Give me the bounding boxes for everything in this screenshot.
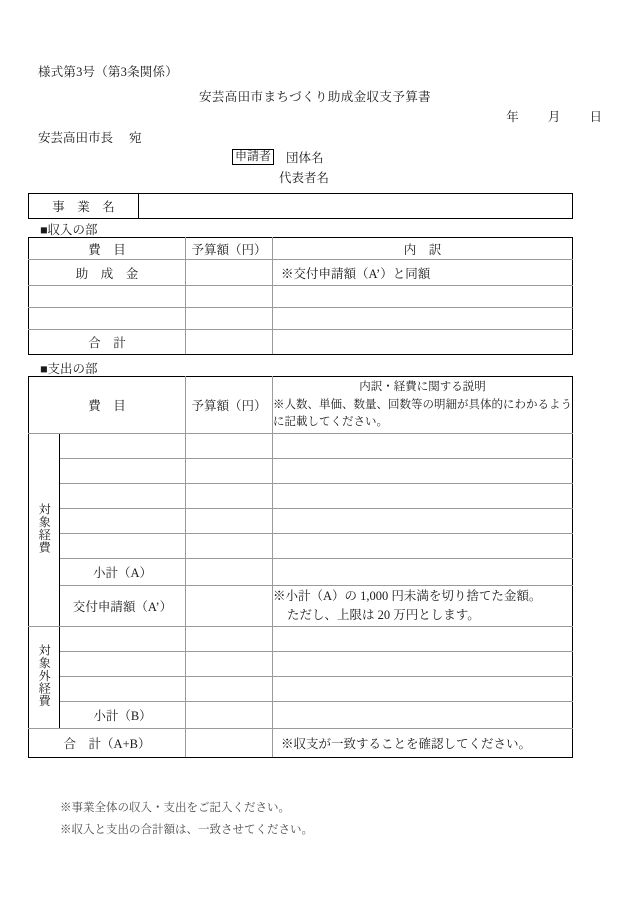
addressee-suffix: 宛: [129, 131, 142, 145]
target-item-0[interactable]: [60, 434, 186, 459]
date-year-label: 年: [506, 110, 519, 124]
target-detail-4[interactable]: [273, 534, 573, 559]
applicant-line: [232, 148, 324, 166]
income-col-detail: 内 訳: [273, 238, 573, 260]
table-row: [29, 586, 573, 627]
table-subtotal-row: [29, 702, 573, 729]
income-total-amount[interactable]: [186, 330, 273, 355]
non-target-detail-2[interactable]: [273, 677, 573, 702]
target-amount-1[interactable]: [186, 459, 273, 484]
target-detail-1[interactable]: [273, 459, 573, 484]
income-detail-0: ※交付申請額（A’）と同額: [273, 260, 573, 286]
table-total-row: [29, 330, 573, 355]
table-header-row: [29, 377, 573, 434]
non-target-amount-1[interactable]: [186, 652, 273, 677]
income-amount-1[interactable]: [186, 286, 273, 308]
grant-request-detail-line2: ただし、上限は 20 万円とします。: [287, 608, 480, 622]
table-row: [29, 286, 573, 308]
target-detail-0[interactable]: [273, 434, 573, 459]
non-target-detail-1[interactable]: [273, 652, 573, 677]
expense-col-amount: 予算額（円）: [186, 377, 273, 434]
project-name-label: 事 業 名: [29, 194, 139, 219]
page-title: 安芸高田市まちづくり助成金収支予算書: [198, 90, 432, 104]
project-name-field[interactable]: [139, 194, 573, 219]
non-target-amount-0[interactable]: [186, 627, 273, 652]
income-detail-2[interactable]: [273, 308, 573, 330]
income-section-caption: ■収入の部: [40, 223, 98, 237]
target-amount-4[interactable]: [186, 534, 273, 559]
table-row: [29, 434, 573, 459]
grant-request-amount[interactable]: [186, 586, 273, 627]
income-col-item: 費 目: [29, 238, 186, 260]
date-line: [506, 107, 602, 125]
non-target-item-2[interactable]: [60, 677, 186, 702]
addressee-name: 安芸高田市長: [38, 131, 114, 145]
non-target-subtotal-detail: [273, 702, 573, 729]
income-total-detail: [273, 330, 573, 355]
table-total-row: [29, 729, 573, 758]
target-item-1[interactable]: [60, 459, 186, 484]
income-amount-0[interactable]: [186, 260, 273, 286]
target-item-3[interactable]: [60, 509, 186, 534]
non-target-item-0[interactable]: [60, 627, 186, 652]
expense-table: [28, 376, 573, 758]
table-subtotal-row: [29, 559, 573, 586]
applicant-group-name: 団体名: [286, 151, 324, 165]
addressee-line: [38, 128, 142, 146]
income-table: [28, 237, 573, 355]
table-row: [29, 459, 573, 484]
table-row: [29, 484, 573, 509]
non-target-detail-0[interactable]: [273, 627, 573, 652]
grant-request-detail-line1: ※小計（A）の 1,000 円未満を切り捨てた金額。: [273, 589, 542, 604]
non-target-subtotal-label: 小計（B）: [60, 702, 186, 729]
target-subtotal-amount[interactable]: [186, 559, 273, 586]
target-amount-2[interactable]: [186, 484, 273, 509]
table-row: [29, 627, 573, 652]
expense-detail-note: ※人数、単価、数量、回数等の明細が具体的にわかるように記載してください。: [273, 399, 573, 428]
target-subtotal-label: 小計（A）: [60, 559, 186, 586]
table-row: [29, 260, 573, 286]
target-expense-label-text: 対象経費: [37, 502, 52, 554]
target-amount-3[interactable]: [186, 509, 273, 534]
income-item-0: 助 成 金: [29, 260, 186, 286]
table-row: [29, 509, 573, 534]
grant-request-detail: [273, 586, 573, 627]
target-subtotal-detail: [273, 559, 573, 586]
target-item-2[interactable]: [60, 484, 186, 509]
target-detail-3[interactable]: [273, 509, 573, 534]
table-row: [29, 308, 573, 330]
table-row: [29, 677, 573, 702]
applicant-representative-name: 代表者名: [279, 171, 330, 185]
table-row: [29, 194, 573, 219]
expense-detail-title: 内訳・経費に関する説明: [359, 381, 486, 394]
date-day-label: 日: [589, 110, 602, 124]
non-target-item-1[interactable]: [60, 652, 186, 677]
non-target-expense-label-text: 対象外経費: [37, 644, 52, 707]
grand-total-detail: ※収支が一致することを確認してください。: [273, 729, 573, 758]
form-number: 様式第3号（第3条関係）: [38, 65, 178, 79]
expense-col-item: 費 目: [29, 377, 186, 434]
table-row: [29, 534, 573, 559]
income-col-amount: 予算額（円）: [186, 238, 273, 260]
income-amount-2[interactable]: [186, 308, 273, 330]
income-item-2[interactable]: [29, 308, 186, 330]
table-header-row: [29, 238, 573, 260]
expense-col-detail: [273, 377, 573, 434]
grand-total-label: 合 計（A+B）: [29, 729, 186, 758]
non-target-subtotal-amount[interactable]: [186, 702, 273, 729]
income-item-1[interactable]: [29, 286, 186, 308]
footnote-0: ※事業全体の収入・支出をご記入ください。: [60, 802, 290, 814]
non-target-expense-group-label: [29, 627, 60, 729]
target-amount-0[interactable]: [186, 434, 273, 459]
project-name-table: [28, 193, 573, 219]
grant-request-label: 交付申請額（A’）: [60, 586, 186, 627]
income-total-label: 合 計: [29, 330, 186, 355]
grand-total-amount[interactable]: [186, 729, 273, 758]
non-target-amount-2[interactable]: [186, 677, 273, 702]
target-item-4[interactable]: [60, 534, 186, 559]
footnote-1: ※収入と支出の合計額は、一致させてください。: [60, 824, 313, 837]
income-detail-1[interactable]: [273, 286, 573, 308]
applicant-label: 申請者: [232, 149, 274, 166]
table-row: [29, 652, 573, 677]
target-detail-2[interactable]: [273, 484, 573, 509]
date-month-label: 月: [547, 110, 561, 124]
expense-section-caption: ■支出の部: [40, 362, 98, 376]
target-expense-group-label: [29, 434, 60, 627]
footnotes: [60, 797, 313, 842]
